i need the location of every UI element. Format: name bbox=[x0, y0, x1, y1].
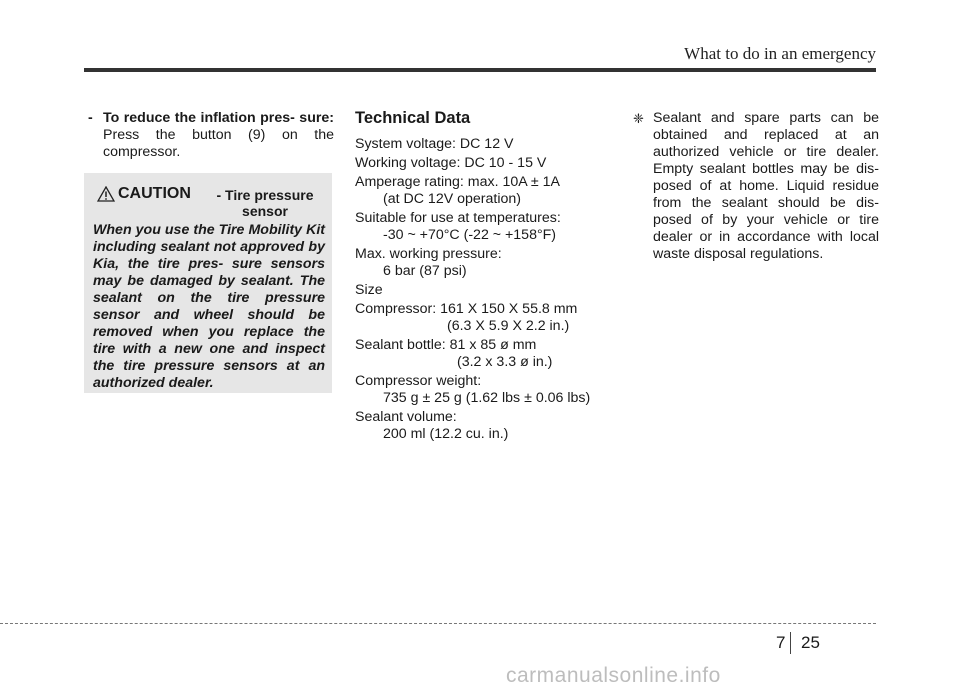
chapter-number: 7 bbox=[776, 633, 786, 652]
spec-weight-value: 735 g ± 25 g (1.62 lbs ± 0.06 lbs) bbox=[383, 390, 591, 406]
spec-amperage-value: (at DC 12V operation) bbox=[383, 191, 522, 207]
spec-compressor-weight bbox=[355, 373, 610, 407]
note-text: Sealant and spare parts can be obtained and replaced at an authorized vehicle or tire dealer. Empty sealant bottles may be dis- posed of at home. Liquid residue from the sealant should be dis- posed of by your vehicle or tire dealer or in accordance with local waste disposal regulations. bbox=[653, 110, 879, 262]
caution-body: When you use the Tire Mobility Kit including sealant not approved by Kia, the tire pres- sure sensors may be damaged by sealant. The sealant on the tire pressure sensor and wheel should be removed when you replace the tire with a new one and inspect the tire pressure sensors at an authorized dealer. bbox=[93, 222, 325, 391]
spec-temperature-label: Suitable for use at temperatures: bbox=[355, 210, 561, 226]
spec-compressor-value: (6.3 X 5.9 X 2.2 in.) bbox=[447, 318, 570, 334]
bullet-lead: To reduce the inflation pres- sure: bbox=[103, 110, 334, 126]
column-middle bbox=[355, 110, 610, 445]
spec-compressor-label: Compressor: 161 X 150 X 55.8 mm bbox=[355, 301, 578, 317]
footer-rule bbox=[0, 623, 876, 624]
note-mark-icon: ❈ bbox=[633, 111, 644, 126]
header-rule bbox=[84, 68, 876, 72]
spec-amperage-label: Amperage rating: max. 10A ± 1A bbox=[355, 174, 560, 190]
spec-volume-label: Sealant volume: bbox=[355, 409, 457, 425]
spec-pressure bbox=[355, 246, 610, 280]
spec-temperature bbox=[355, 210, 610, 244]
watermark-text: carmanualsonline.info bbox=[506, 664, 721, 687]
bullet-item bbox=[88, 110, 334, 161]
spec-sealant-bottle bbox=[355, 337, 610, 371]
spec-pressure-label: Max. working pressure: bbox=[355, 246, 502, 262]
bullet-text: Press the button (9) on the compressor. bbox=[103, 127, 334, 160]
spec-volume-value: 200 ml (12.2 cu. in.) bbox=[383, 426, 509, 442]
spec-sealant-volume bbox=[355, 409, 610, 443]
spec-compressor-size bbox=[355, 301, 610, 335]
caution-header bbox=[84, 186, 332, 226]
spec-weight-label: Compressor weight: bbox=[355, 373, 482, 389]
note-item bbox=[633, 110, 879, 263]
spec-bottle-label: Sealant bottle: 81 x 85 ø mm bbox=[355, 337, 537, 353]
spec-pressure-value: 6 bar (87 psi) bbox=[383, 263, 467, 279]
spec-system-voltage: System voltage: DC 12 V bbox=[355, 136, 514, 152]
caution-subtitle: - Tire pressure sensor bbox=[216, 187, 314, 219]
column-left bbox=[88, 110, 334, 161]
caution-box bbox=[84, 173, 332, 393]
bullet-text-block bbox=[103, 110, 334, 161]
section-header-title: What to do in an emergency bbox=[684, 44, 876, 63]
spec-size-label: Size bbox=[355, 282, 383, 298]
spec-working-voltage: Working voltage: DC 10 - 15 V bbox=[355, 155, 547, 171]
page-number: 25 bbox=[801, 633, 820, 652]
spec-amperage bbox=[355, 174, 610, 208]
technical-data-heading: Technical Data bbox=[355, 109, 471, 127]
caution-label: CAUTION bbox=[118, 185, 191, 202]
bullet-dash: - bbox=[88, 110, 93, 126]
spec-bottle-value: (3.2 x 3.3 ø in.) bbox=[457, 354, 553, 370]
page-number-divider bbox=[790, 632, 791, 654]
column-right bbox=[633, 110, 879, 263]
warning-triangle-icon bbox=[97, 186, 115, 202]
spec-temperature-value: -30 ~ +70°C (-22 ~ +158°F) bbox=[383, 227, 557, 243]
